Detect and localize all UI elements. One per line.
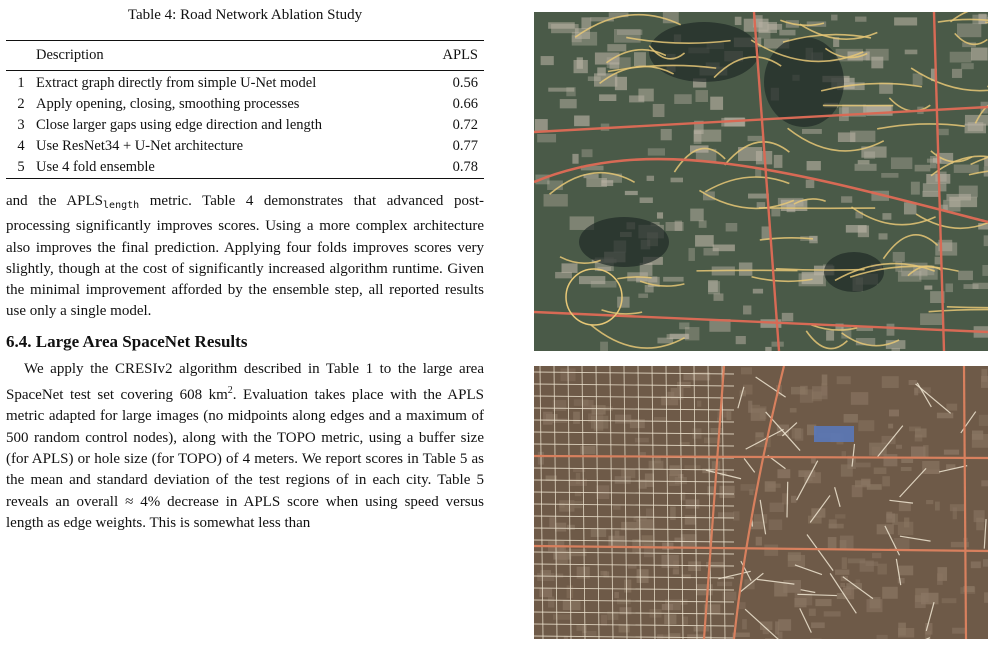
header-index <box>6 41 36 71</box>
table-caption: Table 4: Road Network Ablation Study <box>127 7 363 23</box>
row-apls: 0.66 <box>452 96 478 112</box>
table-row <box>6 157 484 179</box>
ablation-table <box>6 40 484 179</box>
table-row <box>6 136 484 157</box>
para1-pre: and the APLS <box>6 193 104 209</box>
results-paragraph <box>6 359 484 534</box>
row-description: Use 4 fold ensemble <box>36 159 155 175</box>
row-index: 3 <box>17 117 25 133</box>
row-description: Extract graph directly from simple U-Net model <box>36 75 317 91</box>
row-description: Use ResNet34 + U-Net architecture <box>36 138 244 154</box>
row-description: Apply opening, closing, smoothing processes <box>36 96 300 112</box>
row-apls: 0.77 <box>452 138 478 154</box>
dense-urban-road-overlay-svg <box>534 366 988 639</box>
section-heading: 6.4. Large Area SpaceNet Results <box>6 331 248 351</box>
para2-superscript: 2 <box>227 385 233 397</box>
table-header-row <box>6 41 484 71</box>
table-row <box>6 94 484 115</box>
table-row <box>6 115 484 136</box>
para1-body: metric. Table 4 demonstrates that advanced post-processing significantly improves scores. Using a more complex architecture also improves the final prediction. Applying four folds improves scores very slightly, though at the cost of significantly increased algorithm runtime. Given the minimal improvement afforded by the ensemble step, all reported results use only a single model. <box>6 193 484 320</box>
para2-b: . Evaluation takes place with the APLS metric adapted for large images (no midpoints along edges and a maximum of 500 random control nodes), along with the TOPO metric, using a buffer size (for APLS) or hole size (for TOPO) of 4 meters. We report scores in Table 5 as the mean and standard deviation of the test regions of in each city. Table 5 reveals an overall ≈ 4% decrease in APLS score when using speed versus length as edge weights. This is somewhat less than <box>6 387 484 531</box>
row-index: 2 <box>17 96 25 112</box>
discussion-paragraph <box>6 191 484 323</box>
row-index: 4 <box>17 138 25 154</box>
suburban-road-overlay-image <box>534 12 988 351</box>
row-index: 5 <box>17 159 25 175</box>
suburban-road-overlay-svg <box>534 12 988 351</box>
row-apls: 0.72 <box>452 117 478 133</box>
row-apls: 0.78 <box>452 159 478 175</box>
header-apls: APLS <box>442 46 478 63</box>
dense-urban-road-overlay-image <box>534 366 988 639</box>
header-description: Description <box>36 46 104 63</box>
table-row <box>6 71 484 95</box>
row-apls: 0.56 <box>452 75 478 91</box>
para2-a: We apply the CRESIv2 algorithm described in Table 1 to the large area SpaceNet test set covering 608 km <box>6 360 484 404</box>
row-description: Close larger gaps using edge direction and length <box>36 117 323 133</box>
left-column <box>6 0 484 534</box>
para1-subscript: length <box>103 200 140 211</box>
row-index: 1 <box>17 75 25 91</box>
